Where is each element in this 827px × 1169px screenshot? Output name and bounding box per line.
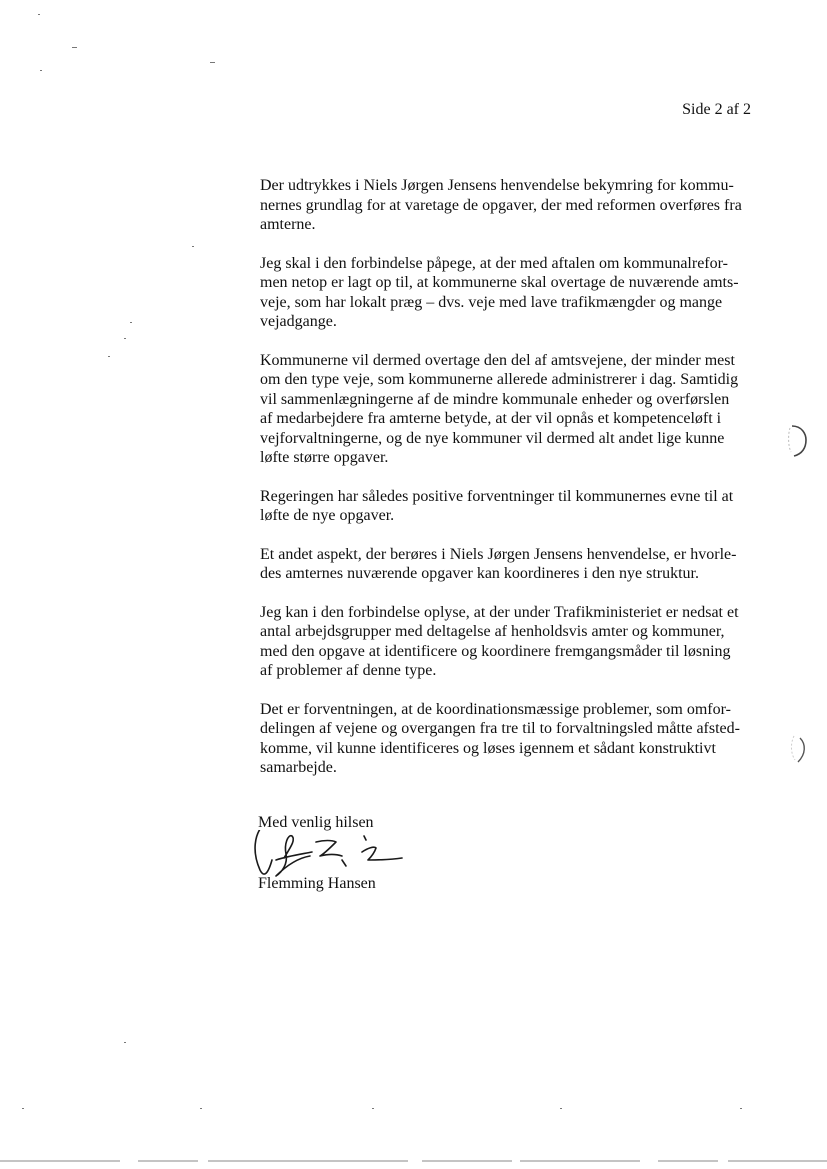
scan-speck xyxy=(560,1108,562,1109)
paragraph-line: amterne. xyxy=(260,216,316,233)
page-indicator: Side 2 af 2 xyxy=(682,101,751,118)
punch-hole-icon xyxy=(786,422,810,458)
paragraph-line: Der udtrykkes i Niels Jørgen Jensens henvendelse bekymring for kommu- xyxy=(260,177,734,194)
paragraph xyxy=(260,603,760,681)
paragraph xyxy=(260,254,760,332)
paragraph-line: Et andet aspekt, der berøres i Niels Jørgen Jensens henvendelse, er hvorle- xyxy=(260,545,737,563)
letter-body xyxy=(260,176,760,797)
scan-edge xyxy=(0,1159,827,1163)
paragraph-line: af medarbejdere fra amterne betyde, at der vil opnås et kompetenceløft i xyxy=(260,410,722,427)
paragraph-line: med den opgave at identificere og koordinere fremgangsmåder til løsning xyxy=(260,642,731,660)
paragraph xyxy=(260,487,760,526)
scan-speck xyxy=(200,1108,202,1109)
paragraph-line: Jeg skal i den forbindelse påpege, at der med aftalen om kommunalrefor- xyxy=(260,254,728,272)
paragraph-line: om den type veje, som kommunerne allerede administrerer i dag. Samtidig xyxy=(260,371,739,388)
paragraph xyxy=(260,545,760,584)
scan-speck xyxy=(40,70,42,71)
paragraph-line: vejadgange. xyxy=(260,313,337,330)
paragraph-line: af problemer af denne type. xyxy=(260,662,437,679)
paragraph xyxy=(260,176,760,235)
paragraph-line: løfte større opgaver. xyxy=(260,449,389,466)
scan-speck xyxy=(192,246,194,247)
scan-speck xyxy=(108,356,110,357)
scan-speck xyxy=(72,47,77,48)
paragraph-line: antal arbejdsgrupper med deltagelse af henholdsvis amter og kommuner, xyxy=(260,623,725,640)
paragraph-line: Jeg kan i den forbindelse oplyse, at der under Trafikministeriet er nedsat et xyxy=(260,603,739,621)
paragraph-line: Kommunerne vil dermed overtage den del af amtsvejene, der minder mest xyxy=(260,351,735,369)
scan-speck xyxy=(124,1042,126,1043)
scan-speck xyxy=(124,338,126,339)
scan-speck xyxy=(22,1108,24,1109)
paragraph-line: Det er forventningen, at de koordinationsmæssige problemer, som omfor- xyxy=(260,700,731,718)
paragraph-line: vejforvaltningerne, og de nye kommuner vil dermed alt andet lige kunne xyxy=(260,429,725,447)
punch-hole-icon xyxy=(788,730,812,766)
paragraph-line: samarbejde. xyxy=(260,759,337,776)
paragraph-line: vil sammenlægningerne af de mindre kommunale enheder og overførslen xyxy=(260,390,730,408)
signer-name: Flemming Hansen xyxy=(258,875,376,892)
paragraph-line: løfte de nye opgaver. xyxy=(260,507,395,524)
scan-speck xyxy=(372,1108,374,1109)
scan-speck xyxy=(38,14,40,15)
scan-speck xyxy=(210,62,215,63)
paragraph-line: delingen af vejene og overgangen fra tre til to forvaltningsled måtte afsted- xyxy=(260,720,740,737)
paragraph-line: Regeringen har således positive forventninger til kommunernes evne til at xyxy=(260,487,734,505)
paragraph-line: nernes grundlag for at varetage de opgaver, der med reformen overføres fra xyxy=(260,196,742,214)
paragraph-line: komme, vil kunne identificeres og løses igennem et sådant konstruktivt xyxy=(260,739,716,757)
scan-speck xyxy=(740,1108,742,1109)
scan-speck xyxy=(130,322,132,323)
paragraph xyxy=(260,700,760,778)
paragraph-line: veje, som har lokalt præg – dvs. veje med lave trafikmængder og mange xyxy=(260,293,723,311)
paragraph-line: men netop er lagt op til, at kommunerne skal overtage de nuværende amts- xyxy=(260,274,739,291)
paragraph-line: des amternes nuværende opgaver kan koordineres i den nye struktur. xyxy=(260,565,699,582)
paragraph xyxy=(260,351,760,468)
closing-salutation: Med venlig hilsen xyxy=(258,814,374,831)
